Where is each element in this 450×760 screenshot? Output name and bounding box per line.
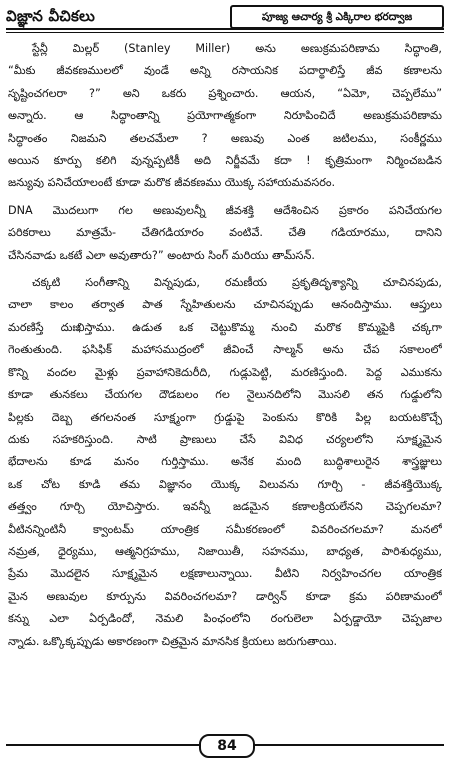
page-body [8,38,442,653]
page-number: 84 [199,734,255,758]
text-line: పిల్లకు దెబ్బ తగలనంత సూక్ష్మంగా గ్రుడ్డుపై పెంకును కొరికి పిల్ల బయటకొచ్చే [8,410,442,424]
text-line: ప్రేమ మొదలైన సూక్ష్మమైన లక్షణాలున్నాయి. వీటిని నిర్వహించగల యాంత్రిక [8,567,442,581]
text-line: మరణిస్తే దుఃఖిస్తాము. ఉడుత ఒక చెట్టుకొమ్మ నుంచి మరొక కొమ్మపైకి చక్కగా [8,320,442,334]
paragraph-1 [8,38,442,195]
text-line: కన్ను ఎలా ఏర్పడిందో, నెమలి పింఛంలోని రంగులెలా ఏర్పడ్డాయో చెప్పజాల [8,612,442,626]
text-line: వీటినన్నింటినీ క్వాంటమ్ యాంత్రిక సమీకరణంలో వివరించగలమా? మనలో [8,522,442,536]
text-line: భేదాలను కూడ మనం గుర్తిస్తాము. అనేక మంది బుద్ధిశాలురైన శాస్త్రజ్ఞులు [8,455,442,469]
paragraph-2 [8,200,442,267]
text-line: అయిన కూర్పు కలిగి వున్నప్పటికీ అది నిర్జీవమే కదా ! కృత్రిమంగా నిర్మించబడిన [8,154,442,168]
header-rule-thin [6,32,444,33]
text-line: జన్యువు పనిచేయాలంటే కూడా మరొక జీవకణము యొక్క సహాయమవసరం. [8,176,336,190]
text-line: సిద్ధాంతం నిజమని తలచమేలా ? అణువు ఎంత జటిలము, సంకీర్ణము [8,131,442,145]
text-line: DNA మొదలుగా గల అణువులన్నీ జీవశక్తి ఆదేశించిన ప్రకారం పనిచేయగల [8,203,442,217]
paragraph-3 [8,272,442,653]
text-line: దుకు సహకరిస్తుంది. సాటి ప్రాణులు చేసే వివిధ చర్యలలోని సూక్ష్మమైన [8,432,442,446]
text-line: ఒక చోట కూడి తమ విజ్ఞానం యొక్క విలువను గూర్చి - జీవశక్తియొక్క [8,477,442,491]
text-line: న్నాడు. ఒక్కొక్కప్పుడు అకారణంగా చిత్రమైన మానసిక క్రియలు జరుగుతాయి. [8,634,338,648]
text-line: “మీకు జీవకణములలో వుండే అన్ని రసాయనిక పదార్థాలిస్తే జీవ కణాలను [8,64,442,78]
text-line: మైన అణువుల కూర్పును వివరించగలమా? డార్విన్ కూడా క్రమ పరిణామంలో [8,589,442,603]
text-line: అన్నారు. ఆ సిద్ధాంతాన్ని ప్రయోగాత్మకంగా నిరూపించిదే అణుక్రమపరిణామ [8,109,442,123]
book-title: విజ్ఞాన వీచికలు [6,7,96,25]
text-line: నమ్రత, ధైర్యము, ఆత్మనిగ్రహము, నిజాయితీ, సహనము, బాధ్యత, పారిశుధ్యము, [8,544,442,558]
text-line: పరికరాలు మాత్రమే- చేతిగడియారం వంటివే. చేతి గడియారము, దానిని [8,226,442,240]
text-line: కూడా తునకలు చేయగల దౌడబలం గల నైలునదిలోని మొసలి తన గుడ్డులోని [8,388,442,402]
author-box: పూజ్య ఆచార్య శ్రీ ఎక్కిరాల భరద్వాజ [230,5,444,29]
text-line: కొన్ని వందల మైళ్లు ప్రవాహానికెదురీది, గుడ్లుపెట్టి, మరణిస్తుంది. పెద్ద ఎముకను [8,365,442,379]
text-line: చక్కటి సంగీతాన్ని విన్నపుడు, రమణీయ ప్రకృతిదృశ్యాన్ని చూచినపుడు, [32,276,442,290]
header-rule-thick [6,28,444,30]
text-line: తత్త్వం గూర్చి యోచిస్తారు. ఇవన్నీ జడమైన కణాలక్రియలేనని చెప్పగలమా? [8,500,442,514]
text-line: గెంతుతుంది. ఫసిఫిక్ మహాసముద్రంలో జీవించే సాల్మన్ అను చేప సకాలంలో [8,343,442,357]
page-footer [0,734,450,756]
text-line: చేసినవాడు ఒకటే ఎలా అవుతారు?” అంటారు సింగ్ మరియు తామ్‌సన్. [8,248,315,262]
text-line: చాలా కాలం తర్వాత పాత స్నేహితులను చూచినప్పుడు ఆనందిస్తాము. ఆప్తులు [8,298,442,312]
text-line: సృష్టించగలరా ?” అని ఒకరు ప్రశ్నించారు. ఆయన, “ఏమో, చెప్పలేము” [8,86,442,100]
text-line: స్టేన్లీ మిల్లర్ (Stanley Miller) అను అణుక్రమపరిణామ సిద్ధాంతి, [32,42,442,55]
